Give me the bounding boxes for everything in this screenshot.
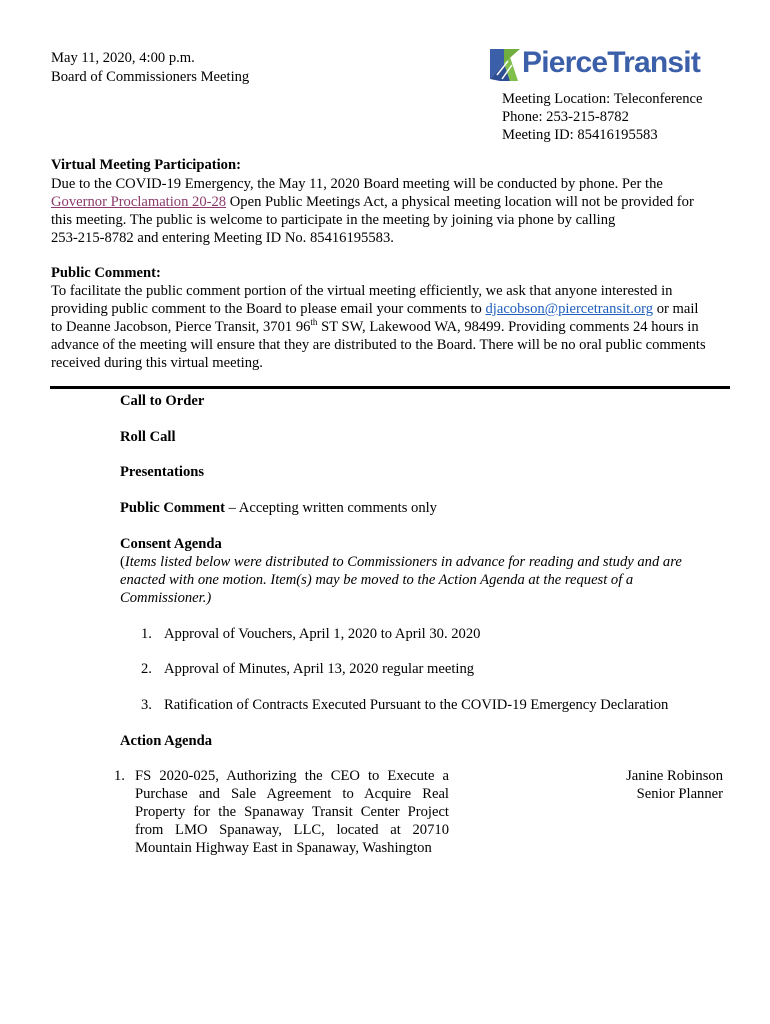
agenda-public-comment-note: – Accepting written comments only xyxy=(228,500,437,516)
meeting-phone: Phone: 253-215-8782 xyxy=(502,109,629,125)
virtual-text: Open Public Meetings Act, a physical meeting location will not be provided for xyxy=(229,194,694,210)
public-comment-line: received during this virtual meeting. xyxy=(51,355,263,371)
public-comment-text: or mail xyxy=(656,301,699,317)
action-item-line: Mountain Highway East in Spanaway, Washington xyxy=(135,840,432,856)
public-comment-text: ST SW, Lakewood WA, 98499. Providing comments 24 hours in xyxy=(321,319,699,335)
public-comment-paragraph xyxy=(51,282,731,372)
virtual-line: Due to the COVID-19 Emergency, the May 11, 2020 Board meeting will be conducted by phone. Per the xyxy=(51,176,663,192)
logo-mark-icon xyxy=(488,45,522,83)
meeting-title: Board of Commissioners Meeting xyxy=(51,69,250,85)
consent-item-number: 2. xyxy=(141,661,152,677)
public-comment-text: to Deanne Jacobson, Pierce Transit, 3701 96 xyxy=(51,319,311,335)
consent-agenda-note xyxy=(120,553,720,607)
consent-item xyxy=(141,660,475,678)
agenda-roll-call: Roll Call xyxy=(120,429,176,445)
agenda-public-comment-label: Public Comment xyxy=(120,500,225,516)
action-item-number: 1. xyxy=(114,768,125,784)
agenda-presentations: Presentations xyxy=(120,464,205,480)
consent-agenda-heading: Consent Agenda xyxy=(120,536,222,552)
action-item-line: Purchase and Sale Agreement to Acquire Real xyxy=(135,786,449,802)
logo-wordmark: PierceTransit xyxy=(522,46,701,79)
section-divider xyxy=(50,386,730,389)
consent-item xyxy=(141,696,669,714)
action-item-line: FS 2020-025, Authorizing the CEO to Execute a xyxy=(135,768,449,784)
public-comment-text: providing public comment to the Board to please email your comments to xyxy=(51,301,482,317)
action-item-presenter xyxy=(626,767,723,803)
public-comment-line xyxy=(51,300,731,318)
consent-item-number: 1. xyxy=(141,626,152,642)
action-item-line: Property for the Spanaway Transit Center Project xyxy=(135,804,449,820)
consent-item-number: 3. xyxy=(141,697,152,713)
consent-note-line xyxy=(120,553,720,571)
virtual-line: this meeting. The public is welcome to participate in the meeting by joining via phone by calling xyxy=(51,212,616,228)
public-comment-line: To facilitate the public comment portion of the virtual meeting efficiently, we ask that anyone interested in xyxy=(51,283,673,299)
consent-item-text: Approval of Vouchers, April 1, 2020 to April 30. 2020 xyxy=(164,626,481,642)
meeting-id: Meeting ID: 85416195583 xyxy=(502,127,658,143)
consent-item-text: Approval of Minutes, April 13, 2020 regular meeting xyxy=(164,661,475,677)
public-comment-line: advance of the meeting will ensure that they are distributed to the Board. There will be no oral public comments xyxy=(51,337,706,353)
public-comment-line xyxy=(51,318,731,336)
presenter-title: Senior Planner xyxy=(636,786,723,802)
virtual-line xyxy=(51,193,731,211)
presenter-name: Janine Robinson xyxy=(626,768,723,784)
governor-proclamation-link[interactable]: Governor Proclamation 20-28 xyxy=(51,194,227,210)
pierce-transit-logo xyxy=(488,44,701,84)
public-comment-heading: Public Comment: xyxy=(51,265,161,281)
virtual-line: 253-215-8782 and entering Meeting ID No. 85416195583. xyxy=(51,230,394,246)
agenda-call-to-order: Call to Order xyxy=(120,393,205,409)
action-item-line: from LMO Spanaway, LLC, located at 20710 xyxy=(135,822,449,838)
ordinal-suffix: th xyxy=(310,317,318,328)
email-link[interactable]: djacobson@piercetransit.org xyxy=(485,301,654,317)
action-item-text xyxy=(135,767,449,857)
consent-note-line: Commissioner.) xyxy=(120,590,212,606)
consent-note-text: Items listed below were distributed to Commissioners in advance for reading and study and are xyxy=(124,554,682,570)
consent-note-paren: ( xyxy=(120,554,125,570)
action-agenda-heading: Action Agenda xyxy=(120,733,213,749)
meeting-date: May 11, 2020, 4:00 p.m. xyxy=(51,50,195,66)
consent-note-line: enacted with one motion. Item(s) may be moved to the Action Agenda at the request of a xyxy=(120,572,634,588)
consent-item-text: Ratification of Contracts Executed Pursuant to the COVID-19 Emergency Declaration xyxy=(164,697,669,713)
virtual-heading: Virtual Meeting Participation: xyxy=(51,157,241,173)
agenda-public-comment xyxy=(120,499,437,517)
virtual-paragraph xyxy=(51,175,731,247)
meeting-location: Meeting Location: Teleconference xyxy=(502,91,703,107)
consent-item xyxy=(141,625,481,643)
